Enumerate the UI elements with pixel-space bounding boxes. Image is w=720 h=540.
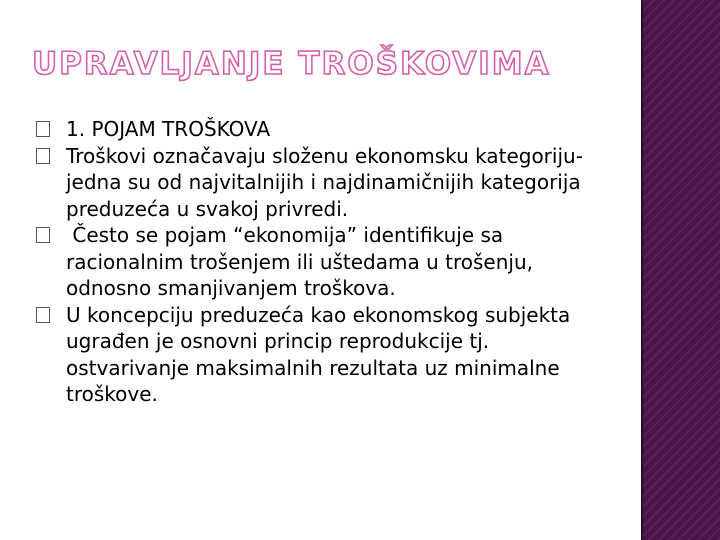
bullet-item — [36, 116, 616, 143]
bullet-text: Troškovi označavaju složenu ekonomsku kategoriju- jedna su od najvitalnijih i najdinamičnijih kategorija preduzeća u svakoj privredi. — [66, 143, 583, 221]
bullet-item — [36, 302, 616, 408]
bullet-item — [36, 222, 616, 302]
decorative-sidebar — [641, 0, 720, 540]
bullet-text: 1. POJAM TROŠKOVA — [66, 117, 271, 141]
bullet-list — [36, 116, 616, 408]
square-bullet-icon — [36, 307, 50, 323]
bullet-item — [36, 143, 616, 223]
slide-title: UPRAVLJANJE TROŠKOVIMA — [32, 46, 551, 82]
square-bullet-icon — [36, 148, 50, 164]
bullet-text: Često se pojam “ekonomija” identifikuje sa racionalnim trošenjem ili uštedama u trošenju, odnosno smanjivanjem troškova. — [66, 223, 540, 300]
square-bullet-icon — [36, 227, 50, 243]
bullet-text: U koncepciju preduzeća kao ekonomskog subjekta ugrađen je osnovni princip reprodukcije tj. ostvarivanje maksimalnih rezultata uz minimalne troškove. — [66, 302, 571, 406]
square-bullet-icon — [36, 121, 50, 137]
